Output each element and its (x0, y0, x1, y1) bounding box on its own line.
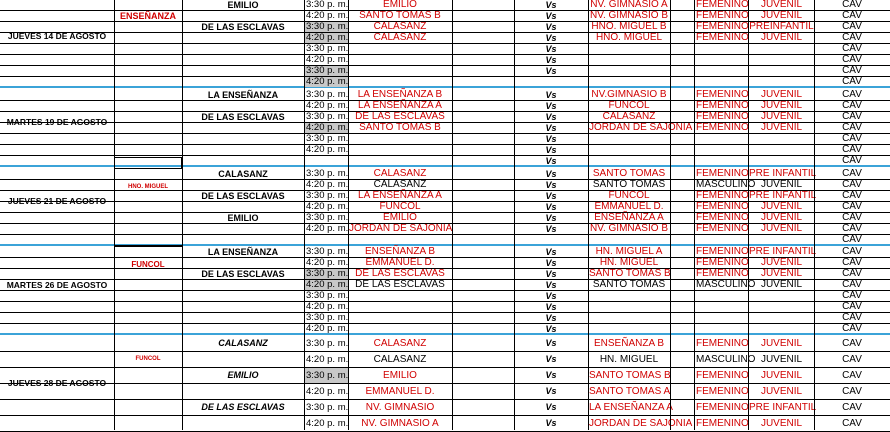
cav-cell: CAV (842, 223, 862, 234)
vs-label: Vs (545, 418, 557, 428)
category-cell: JUVENIL (760, 338, 803, 349)
vs-label: Vs (545, 180, 557, 190)
cav-cell: CAV (842, 122, 862, 133)
time-cell: 4:20 p. m. (306, 100, 349, 111)
time-cell: 3:30 p. m. (306, 133, 349, 144)
away-team-cell: SANTO TOMAS B (589, 370, 671, 381)
group-label: DE LAS ESCLAVAS (201, 22, 285, 32)
category-cell: JUVENIL (760, 111, 803, 122)
home-team-cell: LA ENSEÑANZA A (358, 190, 442, 201)
time-cell: 3:30 p. m. (306, 338, 349, 349)
cav-cell: CAV (842, 179, 862, 190)
home-team-cell: EMILIO (383, 370, 417, 381)
gender-cell: FEMENINO (696, 418, 749, 429)
cav-cell: CAV (842, 323, 862, 334)
grid-column-line (182, 0, 183, 430)
cav-cell: CAV (842, 301, 862, 312)
cav-cell: CAV (842, 32, 862, 43)
category-cell: JUVENIL (760, 257, 803, 268)
cav-cell: CAV (842, 201, 862, 212)
gender-cell: FEMENINO (696, 246, 749, 257)
table-row (0, 77, 890, 88)
table-row (0, 66, 890, 77)
date-label: JUEVES 28 DE AGOSTO (7, 378, 107, 388)
category-cell: JUVENIL (760, 32, 803, 43)
time-cell: 4:20 p. m. (306, 418, 349, 429)
vs-label: Vs (545, 291, 557, 301)
vs-label: Vs (545, 324, 557, 334)
time-cell: 4:20 p. m. (306, 76, 349, 87)
table-row (0, 22, 890, 33)
away-team-cell: LA ENSEÑANZA A (589, 402, 673, 413)
gender-cell: MASCULINO (696, 179, 756, 190)
table-row (0, 368, 890, 384)
category-cell: JUVENIL (760, 223, 803, 234)
time-cell: 3:30 p. m. (306, 370, 349, 381)
grid-column-line (304, 0, 305, 430)
away-team-cell: HNO. MIGUEL B (591, 21, 667, 32)
time-cell: 4:20 p. m. (306, 201, 349, 212)
vs-label: Vs (545, 191, 557, 201)
away-team-cell: JORDAN DE SAJONIA (589, 122, 693, 133)
category-cell: JUVENIL (760, 201, 803, 212)
time-cell: 3:30 p. m. (306, 290, 349, 301)
category-cell: PREINFANTIL (749, 21, 814, 32)
away-team-cell: ENSEÑANZA B (593, 338, 665, 349)
time-cell: 3:30 p. m. (306, 246, 349, 257)
category-cell: JUVENIL (760, 386, 803, 397)
cav-cell: CAV (842, 234, 862, 245)
away-team-cell: HN. MIGUEL A (595, 246, 663, 257)
vs-label: Vs (545, 354, 557, 364)
cav-cell: CAV (842, 354, 862, 365)
time-cell: 3:30 p. m. (306, 21, 349, 32)
group-label: DE LAS ESCLAVAS (201, 269, 285, 279)
grid-column-line (814, 0, 815, 430)
table-row (0, 55, 890, 66)
group-label: LA ENSEÑANZA (207, 247, 279, 257)
gender-cell: MASCULINO (696, 354, 756, 365)
category-cell: JUVENIL (760, 100, 803, 111)
gender-cell: FEMENINO (696, 257, 749, 268)
vs-label: Vs (545, 33, 557, 43)
home-team-cell: JORDAN DE SAJONIA (349, 223, 453, 234)
grid-column-line (348, 0, 349, 430)
gender-cell: FEMENINO (696, 21, 749, 32)
time-cell: 4:20 p. m. (306, 144, 349, 155)
gender-cell: FEMENINO (696, 370, 749, 381)
category-cell: PRE INFANTIL (749, 246, 817, 257)
table-row (0, 33, 890, 44)
away-team-cell: CALASANZ (602, 111, 656, 122)
cav-cell: CAV (842, 290, 862, 301)
gender-cell: FEMENINO (696, 32, 749, 43)
cav-cell: CAV (842, 10, 862, 21)
vs-label: Vs (545, 145, 557, 155)
cav-cell: CAV (842, 268, 862, 279)
vs-label: Vs (545, 213, 557, 223)
cav-cell: CAV (842, 257, 862, 268)
time-cell: 4:20 p. m. (306, 279, 349, 290)
category-cell: JUVENIL (760, 89, 803, 100)
gender-cell: FEMENINO (696, 122, 749, 133)
cav-cell: CAV (842, 402, 862, 413)
time-cell: 4:20 p. m. (306, 122, 349, 133)
time-cell: 4:20 p. m. (306, 223, 349, 234)
category-cell: JUVENIL (760, 354, 803, 365)
table-row (0, 336, 890, 352)
home-team-cell: CALASANZ (373, 21, 427, 32)
gender-cell: FEMENINO (696, 168, 749, 179)
category-cell: JUVENIL (760, 212, 803, 223)
vs-label: Vs (545, 302, 557, 312)
vs-label: Vs (545, 101, 557, 111)
institution-label: FUNCOL (135, 356, 161, 362)
cav-cell: CAV (842, 144, 862, 155)
home-team-cell: EMMANUEL D. (365, 257, 435, 268)
category-cell: JUVENIL (760, 10, 803, 21)
cav-cell: CAV (842, 76, 862, 87)
away-team-cell: SANTO TOMAS (592, 179, 666, 190)
vs-label: Vs (545, 123, 557, 133)
institution-label: ENSEÑANZA (119, 11, 176, 21)
home-team-cell: SANTO TOMAS B (359, 122, 441, 133)
vs-label: Vs (545, 90, 557, 100)
time-cell: 4:20 p. m. (306, 10, 349, 21)
category-cell: PRE INFANTIL (749, 190, 817, 201)
vs-label: Vs (545, 258, 557, 268)
group-label: CALASANZ (218, 169, 268, 179)
away-team-cell: NV.GIMNASIO B (591, 89, 667, 100)
vs-label: Vs (545, 386, 557, 396)
home-team-cell: NV. GIMNASIO A (361, 418, 439, 429)
away-team-cell: HN. MIGUEL (599, 354, 659, 365)
vs-label: Vs (545, 370, 557, 380)
gender-cell: FEMENINO (696, 201, 749, 212)
time-cell: 4:20 p. m. (306, 257, 349, 268)
away-team-cell: FUNCOL (608, 190, 650, 201)
table-row (0, 44, 890, 55)
table-row (0, 101, 890, 112)
gender-cell: MASCULINO (696, 279, 756, 290)
time-cell: 4:20 p. m. (306, 323, 349, 334)
away-team-cell: FUNCOL (608, 100, 650, 111)
group-label: DE LAS ESCLAVAS (201, 112, 285, 122)
away-team-cell: ENSEÑANZA A (594, 212, 664, 223)
cav-cell: CAV (842, 168, 862, 179)
empty-cell (114, 245, 182, 247)
category-cell: JUVENIL (760, 179, 803, 190)
cav-cell: CAV (842, 65, 862, 76)
cav-cell: CAV (842, 133, 862, 144)
vs-label: Vs (545, 169, 557, 179)
home-team-cell: SANTO TOMAS B (359, 10, 441, 21)
grid-column-line (114, 0, 115, 430)
time-cell: 4:20 p. m. (306, 179, 349, 190)
time-cell: 4:20 p. m. (306, 386, 349, 397)
home-team-cell: CALASANZ (373, 32, 427, 43)
grid-column-line (514, 0, 515, 430)
gender-cell: FEMENINO (696, 111, 749, 122)
grid-column-line (694, 0, 695, 430)
home-team-cell: EMILIO (383, 0, 417, 10)
cav-cell: CAV (842, 418, 862, 429)
cav-cell: CAV (842, 155, 862, 166)
vs-label: Vs (545, 11, 557, 21)
home-team-cell: CALASANZ (373, 338, 427, 349)
time-cell: 3:30 p. m. (306, 89, 349, 100)
time-cell: 3:30 p. m. (306, 190, 349, 201)
vs-label: Vs (545, 44, 557, 54)
time-cell: 3:30 p. m. (306, 402, 349, 413)
group-label: EMILIO (227, 0, 259, 10)
vs-label: Vs (545, 402, 557, 412)
away-team-cell: JORDAN DE SAJONIA (589, 418, 693, 429)
cav-cell: CAV (842, 0, 862, 10)
vs-label: Vs (545, 0, 557, 10)
cav-cell: CAV (842, 54, 862, 65)
group-label: DE LAS ESCLAVAS (201, 402, 285, 412)
time-cell: 4:20 p. m. (306, 32, 349, 43)
time-cell: 3:30 p. m. (306, 268, 349, 279)
home-team-cell: ENSEÑANZA B (364, 246, 436, 257)
date-label: MARTES 26 DE AGOSTO (6, 280, 108, 290)
table-row (0, 302, 890, 313)
home-team-cell: NV. GIMNASIO (365, 402, 435, 413)
vs-label: Vs (545, 156, 557, 166)
grid-column-line (588, 0, 589, 430)
vs-label: Vs (545, 224, 557, 234)
away-team-cell: NV. GIMNASIO B (590, 223, 668, 234)
table-row (0, 324, 890, 335)
table-row (0, 145, 890, 156)
table-row (0, 169, 890, 180)
cav-cell: CAV (842, 370, 862, 381)
cav-cell: CAV (842, 279, 862, 290)
gender-cell: FEMENINO (696, 89, 749, 100)
group-label: LA ENSEÑANZA (207, 90, 279, 100)
home-team-cell: DE LAS ESCLAVAS (355, 268, 445, 279)
grid-column-line (452, 0, 453, 430)
category-cell: JUVENIL (760, 268, 803, 279)
table-row (0, 224, 890, 235)
away-team-cell: NV. GIMNASIO B (590, 10, 668, 21)
gender-cell: FEMENINO (696, 190, 749, 201)
gender-cell: FEMENINO (696, 10, 749, 21)
group-label: EMILIO (227, 213, 259, 223)
grid-column-line (670, 0, 671, 430)
gender-cell: FEMENINO (696, 268, 749, 279)
away-team-cell: SANTO TOMAS (592, 168, 666, 179)
table-row (0, 90, 890, 101)
home-team-cell: CALASANZ (373, 354, 427, 365)
gender-cell: FEMENINO (696, 212, 749, 223)
home-team-cell: LA ENSEÑANZA A (358, 100, 442, 111)
vs-label: Vs (545, 247, 557, 257)
time-cell: 4:20 p. m. (306, 354, 349, 365)
table-row (0, 247, 890, 258)
vs-label: Vs (545, 280, 557, 290)
table-row (0, 134, 890, 145)
category-cell: JUVENIL (760, 418, 803, 429)
vs-label: Vs (545, 313, 557, 323)
category-cell: JUVENIL (760, 279, 803, 290)
table-row (0, 202, 890, 213)
home-team-cell: DE LAS ESCLAVAS (355, 279, 445, 290)
gender-cell: FEMENINO (696, 100, 749, 111)
time-cell: 4:20 p. m. (306, 301, 349, 312)
time-cell: 3:30 p. m. (306, 0, 349, 10)
home-team-cell: LA ENSEÑANZA B (357, 89, 443, 100)
home-team-cell: CALASANZ (373, 168, 427, 179)
grid-column-line (748, 0, 749, 430)
gender-cell: FEMENINO (696, 0, 749, 10)
category-cell: PRE INFANTIL (749, 168, 817, 179)
home-team-cell: CALASANZ (373, 179, 427, 190)
cav-cell: CAV (842, 190, 862, 201)
table-row (0, 0, 890, 11)
cav-cell: CAV (842, 212, 862, 223)
away-team-cell: HN. MIGUEL (599, 257, 659, 268)
cav-cell: CAV (842, 386, 862, 397)
date-label: MARTES 19 DE AGOSTO (6, 117, 108, 127)
category-cell: PRE INFANTIL (749, 402, 817, 413)
vs-label: Vs (545, 22, 557, 32)
time-cell: 3:30 p. m. (306, 212, 349, 223)
table-row (0, 280, 890, 291)
time-cell: 3:30 p. m. (306, 65, 349, 76)
category-cell: JUVENIL (760, 122, 803, 133)
empty-cell (114, 157, 182, 169)
date-label: JUEVES 14 DE AGOSTO (7, 31, 107, 41)
time-cell: 3:30 p. m. (306, 43, 349, 54)
date-label: JUEVES 21 DE AGOSTO (7, 196, 107, 206)
table-row (0, 400, 890, 416)
cav-cell: CAV (842, 111, 862, 122)
time-cell: 4:20 p. m. (306, 54, 349, 65)
away-team-cell: HNO. MIGUEL (595, 32, 663, 43)
group-label: DE LAS ESCLAVAS (201, 191, 285, 201)
vs-label: Vs (545, 55, 557, 65)
table-row (0, 112, 890, 123)
group-label: CALASANZ (218, 338, 268, 348)
gender-cell: FEMENINO (696, 402, 749, 413)
vs-label: Vs (545, 338, 557, 348)
group-label: EMILIO (227, 370, 259, 380)
home-team-cell: EMILIO (383, 212, 417, 223)
institution-label: HNO. MIGUEL (128, 184, 168, 190)
gender-cell: FEMENINO (696, 386, 749, 397)
vs-label: Vs (545, 112, 557, 122)
away-team-cell: NV. GIMNASIO A (590, 0, 668, 10)
vs-label: Vs (545, 202, 557, 212)
cav-cell: CAV (842, 312, 862, 323)
vs-label: Vs (545, 269, 557, 279)
home-team-cell: FUNCOL (379, 201, 421, 212)
vs-label: Vs (545, 66, 557, 76)
time-cell: 3:30 p. m. (306, 312, 349, 323)
time-cell: 3:30 p. m. (306, 111, 349, 122)
cav-cell: CAV (842, 21, 862, 32)
away-team-cell: SANTO TOMAS (592, 279, 666, 290)
category-cell: JUVENIL (760, 370, 803, 381)
institution-label: FUNCOL (131, 260, 165, 269)
away-team-cell: SANTO TOMAS A (589, 386, 671, 397)
away-team-cell: EMMANUEL D. (594, 201, 664, 212)
cav-cell: CAV (842, 246, 862, 257)
time-cell: 3:30 p. m. (306, 168, 349, 179)
category-cell: JUVENIL (760, 0, 803, 10)
table-row (0, 416, 890, 432)
table-row (0, 384, 890, 400)
home-team-cell: EMMANUEL D. (365, 386, 435, 397)
cav-cell: CAV (842, 89, 862, 100)
gender-cell: FEMENINO (696, 338, 749, 349)
cav-cell: CAV (842, 43, 862, 54)
table-row (0, 269, 890, 280)
away-team-cell: SANTO TOMAS B (589, 268, 671, 279)
cav-cell: CAV (842, 100, 862, 111)
home-team-cell: DE LAS ESCLAVAS (355, 111, 445, 122)
table-row (0, 123, 890, 134)
gender-cell: FEMENINO (696, 223, 749, 234)
table-row (0, 313, 890, 324)
table-row (0, 291, 890, 302)
cav-cell: CAV (842, 338, 862, 349)
vs-label: Vs (545, 134, 557, 144)
